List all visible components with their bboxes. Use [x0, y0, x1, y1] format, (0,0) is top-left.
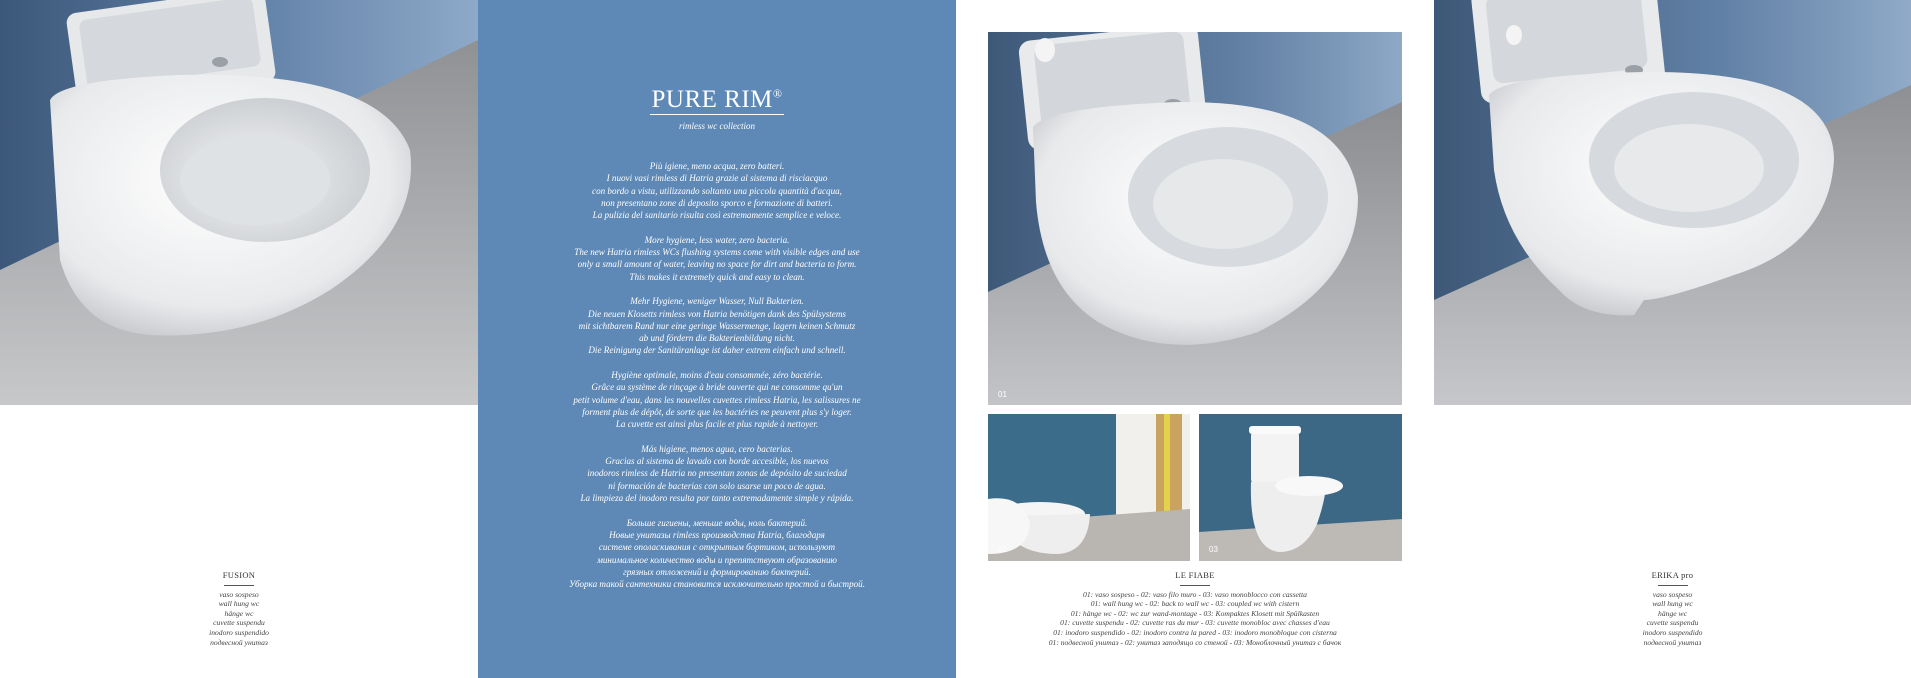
erika-caption — [1434, 571, 1911, 647]
fusion-divider — [224, 585, 254, 586]
erika-divider — [1658, 585, 1688, 586]
text-line: La limpieza del inodoro resulta por tanto extremadamente simple y rápida. — [580, 493, 854, 504]
fusion-line: vaso sospeso — [219, 589, 259, 599]
erika-product-photo — [1434, 0, 1911, 405]
image-number-01: 01 — [998, 390, 1007, 399]
fusion-line: hänge wc — [224, 608, 254, 618]
le-fiabe-photo-03 — [1199, 414, 1402, 561]
text-line: ab und fördern die Bakterienbildung nicht. — [639, 333, 795, 344]
text-line: La cuvette est ainsi plus facile et plus rapide à nettoyer. — [615, 419, 819, 430]
paragraph-french — [478, 369, 956, 430]
fusion-title: FUSION — [222, 570, 256, 580]
le-fiabe-divider — [1180, 585, 1210, 586]
image-number-02: 02 — [998, 545, 1007, 554]
pure-rim-subtitle: rimless wc collection — [679, 121, 755, 131]
erika-line: vaso sospeso — [1652, 589, 1693, 599]
text-line: Новые унитазы rimless производства Hatria, благодаря — [609, 529, 825, 540]
text-line: This makes it extremely quick and easy to clean. — [629, 271, 805, 282]
fusion-line: cuvette suspendu — [213, 618, 265, 628]
text-line: Die Reinigung der Sanitäranlage ist daher extrem einfach und schnell. — [588, 345, 846, 356]
panel-pure-rim — [478, 0, 956, 678]
fusion-caption — [0, 571, 478, 647]
text-line: con bordo a vista, utilizzando soltanto una piccola quantità d'acqua, — [592, 185, 842, 196]
text-line: Больше гигиены, меньше воды, ноль бактерий. — [626, 517, 808, 528]
le-fiabe-line: 01: inodoro suspendido - 02: inodoro contra la pared - 03: inodoro monobloque con cisterna — [1053, 627, 1337, 637]
pure-rim-title — [478, 86, 956, 114]
paragraph-german — [478, 295, 956, 356]
paragraph-russian — [478, 517, 956, 591]
text-line: Hygiène optimale, moins d'eau consommée, zéro bactérie. — [611, 370, 823, 381]
text-line: inodoros rimless de Hatria no presentan zonas de depósito de suciedad — [587, 468, 847, 479]
text-line: mit sichtbarem Rand nur eine geringe Wassermenge, lagern keinen Schmutz — [578, 320, 856, 331]
panel-fusion — [0, 0, 478, 678]
le-fiabe-caption — [956, 571, 1434, 647]
text-line: Más higiene, menos agua, cero bacterias. — [641, 443, 793, 454]
fusion-line: wall hung wc — [218, 599, 260, 609]
fusion-product-photo — [0, 0, 478, 405]
text-line: forment plus de dépôt, de sorte que les bactéries ne peuvent plus s'y loger. — [582, 406, 852, 417]
text-line: Più igiene, meno acqua, zero batteri. — [649, 161, 785, 171]
pure-rim-title-text: PURE RIM — [651, 86, 773, 113]
panel-le-fiabe — [956, 0, 1434, 678]
text-line: petit volume d'eau, dans les nouvelles cuvettes rimless Hatria, les salissures ne — [573, 394, 861, 405]
paragraph-spanish — [478, 443, 956, 504]
trademark-mark: ® — [772, 86, 783, 101]
paragraph-italian — [478, 160, 956, 221]
erika-line: cuvette suspendu — [1646, 618, 1699, 628]
le-fiabe-photo-01 — [988, 32, 1402, 405]
image-number-03: 03 — [1209, 545, 1218, 554]
le-fiabe-line: 01: cuvette suspendu - 02: cuvette ras du mur - 03: cuvette monobloc avec chasses d'eau — [1060, 618, 1330, 628]
text-line: ni formación de bacterias con solo usarse un poco de agua. — [608, 480, 826, 491]
le-fiabe-line: 01: hänge wc - 02: wc zur wand-montage - 03: Kompaktes Klosett mit Spülkasten — [1070, 608, 1320, 618]
fusion-line: подвесной унитаз — [210, 637, 268, 647]
text-line: La pulizia del sanitario risulta così estremamente semplice e veloce. — [592, 210, 842, 221]
le-fiabe-title: LE FIABE — [1175, 570, 1215, 580]
text-line: минимальное количество воды и препятствуют образованию — [597, 554, 837, 565]
panel-erika — [1434, 0, 1911, 678]
le-fiabe-line: 01: vaso sospeso - 02: vaso filo muro - 03: vaso monoblocco con cassetta — [1083, 589, 1307, 599]
text-line: Уборка такой сантехники становится исключительно простой и быстрой. — [569, 579, 865, 590]
text-line: Die neuen Klosetts rimless von Hatria benötigen dank des Spülsystems — [588, 308, 846, 319]
pure-rim-divider — [650, 114, 784, 115]
paragraph-english — [478, 234, 956, 283]
erika-line: подвесной унитаз — [1643, 637, 1702, 647]
fusion-line: inodoro suspendido — [209, 627, 269, 637]
text-line: non presentano zone di deposito sporco e formazione di batteri. — [601, 197, 833, 208]
text-line: грязных отложений и формированию бактерий. — [623, 566, 811, 577]
text-line: only a small amount of water, leaving no space for dirt and bacteria to form. — [577, 259, 857, 270]
text-line: Grâce au système de rinçage à bride ouverte qui ne consomme qu'un — [591, 382, 843, 393]
le-fiabe-photo-02 — [988, 414, 1190, 561]
text-line: системе ополаскивания с открытым бортиком, используют — [598, 542, 836, 553]
le-fiabe-line: 01: wall hung wc - 02: back to wall wc - 03: coupled wc with cistern — [1090, 599, 1300, 609]
pure-rim-body — [478, 160, 956, 603]
erika-title: ERIKA pro — [1651, 570, 1694, 580]
text-line: Gracias al sistema de lavado con borde accesible, los nuevos — [605, 456, 829, 467]
erika-line: wall hung wc — [1652, 599, 1693, 609]
text-line: Mehr Hygiene, weniger Wasser, Null Bakterien. — [630, 296, 804, 307]
erika-line: inodoro suspendido — [1642, 627, 1703, 637]
text-line: More hygiene, less water, zero bacteria. — [644, 234, 790, 245]
erika-line: hänge wc — [1658, 608, 1687, 618]
le-fiabe-line: 01: подвесной унитаз - 02: унитаз заподящо со стеной - 03: Моноблочный унитаз с бачок — [1048, 637, 1342, 647]
text-line: I nuovi vasi rimless di Hatria grazie al sistema di risciacquo — [606, 173, 828, 184]
text-line: The new Hatria rimless WCs flushing systems come with visible edges and use — [574, 247, 860, 258]
